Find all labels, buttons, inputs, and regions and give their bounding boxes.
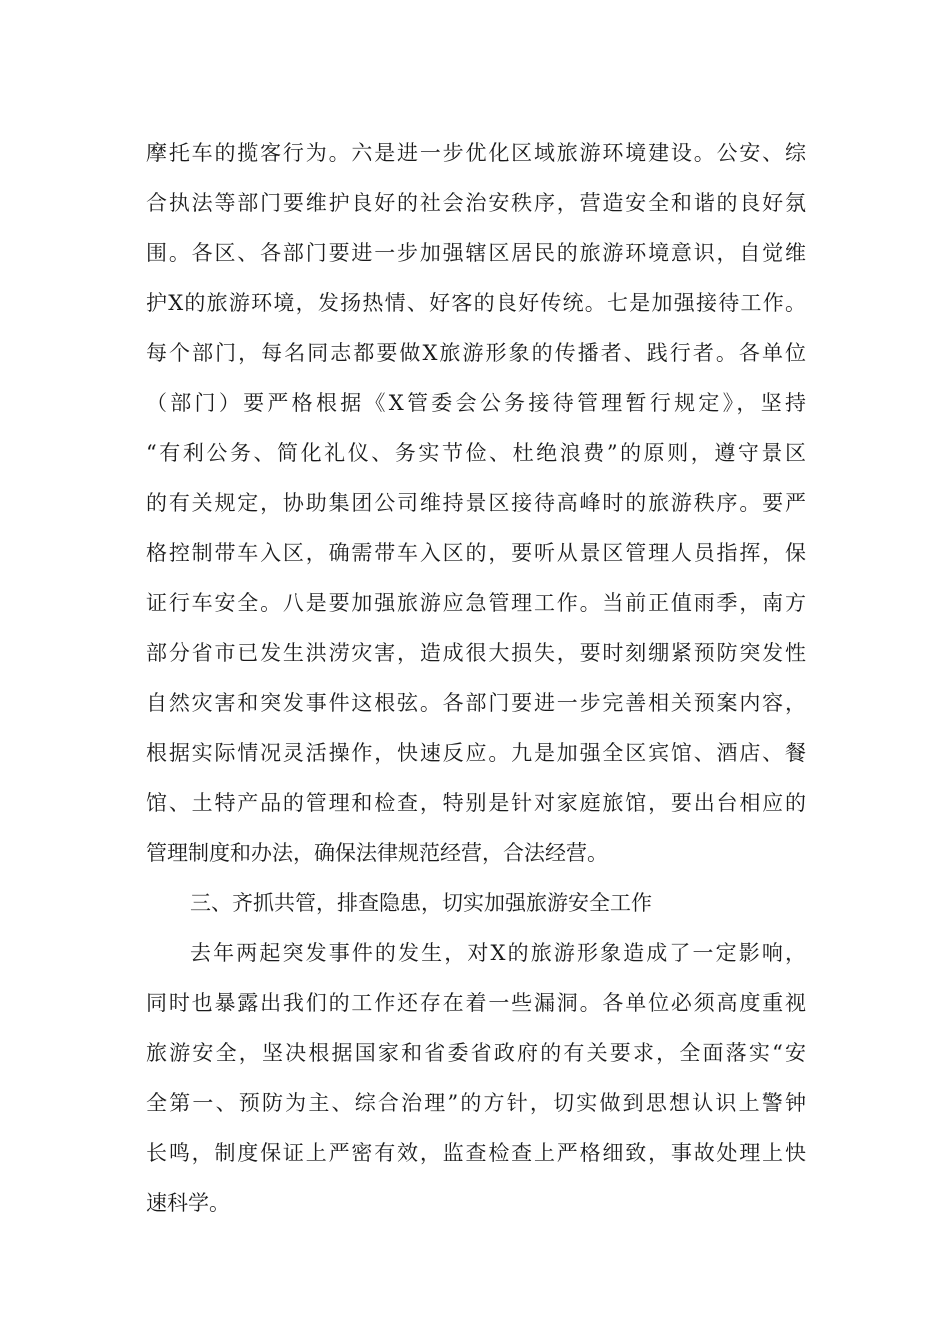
text-line: 旅游安全，坚决根据国家和省委省政府的有关要求，全面落实“安 xyxy=(146,1041,806,1065)
text-line: 每个部门，每名同志都要做X旅游形象的传播者、践行者。各单位 xyxy=(146,341,806,365)
text-line: 根据实际情况灵活操作，快速反应。九是加强全区宾馆、酒店、餐 xyxy=(146,741,806,765)
paragraph-tourism-environment xyxy=(146,128,806,878)
text-line: 部分省市已发生洪涝灾害，造成很大损失，要时刻绷紧预防突发性 xyxy=(146,641,806,665)
text-line: 长鸣，制度保证上严密有效，监查检查上严格细致，事故处理上快 xyxy=(146,1141,806,1165)
text-line: 的有关规定，协助集团公司维持景区接待高峰时的旅游秩序。要严 xyxy=(146,491,806,515)
text-line: 馆、土特产品的管理和检查，特别是针对家庭旅馆，要出台相应的 xyxy=(146,791,806,815)
text-line: 全第一、预防为主、综合治理”的方针，切实做到思想认识上警钟 xyxy=(146,1091,806,1115)
text-line: 护X的旅游环境，发扬热情、好客的良好传统。七是加强接待工作。 xyxy=(146,291,806,315)
text-line: 去年两起突发事件的发生，对X的旅游形象造成了一定影响， xyxy=(190,941,806,965)
paragraph-tourism-safety xyxy=(146,928,806,1228)
text-line: （部门）要严格根据《X管委会公务接待管理暂行规定》，坚持 xyxy=(146,391,806,415)
text-line: 同时也暴露出我们的工作还存在着一些漏洞。各单位必须高度重视 xyxy=(146,991,806,1015)
text-line: 速科学。 xyxy=(146,1191,230,1215)
text-line: “有利公务、简化礼仪、务实节俭、杜绝浪费”的原则，遵守景区 xyxy=(146,441,806,465)
text-line: 证行车安全。八是要加强旅游应急管理工作。当前正值雨季，南方 xyxy=(146,591,806,615)
text-line: 管理制度和办法，确保法律规范经营，合法经营。 xyxy=(146,841,608,865)
document-body xyxy=(146,128,806,1228)
text-line: 合执法等部门要维护良好的社会治安秩序，营造安全和谐的良好氛 xyxy=(146,191,806,215)
text-line: 自然灾害和突发事件这根弦。各部门要进一步完善相关预案内容， xyxy=(146,691,806,715)
text-line: 摩托车的揽客行为。六是进一步优化区域旅游环境建设。公安、综 xyxy=(146,141,806,165)
section-heading-3 xyxy=(146,878,806,928)
heading-line: 三、齐抓共管，排查隐患，切实加强旅游安全工作 xyxy=(190,891,652,915)
text-line: 围。各区、各部门要进一步加强辖区居民的旅游环境意识，自觉维 xyxy=(146,241,806,265)
text-line: 格控制带车入区，确需带车入区的，要听从景区管理人员指挥，保 xyxy=(146,541,806,565)
